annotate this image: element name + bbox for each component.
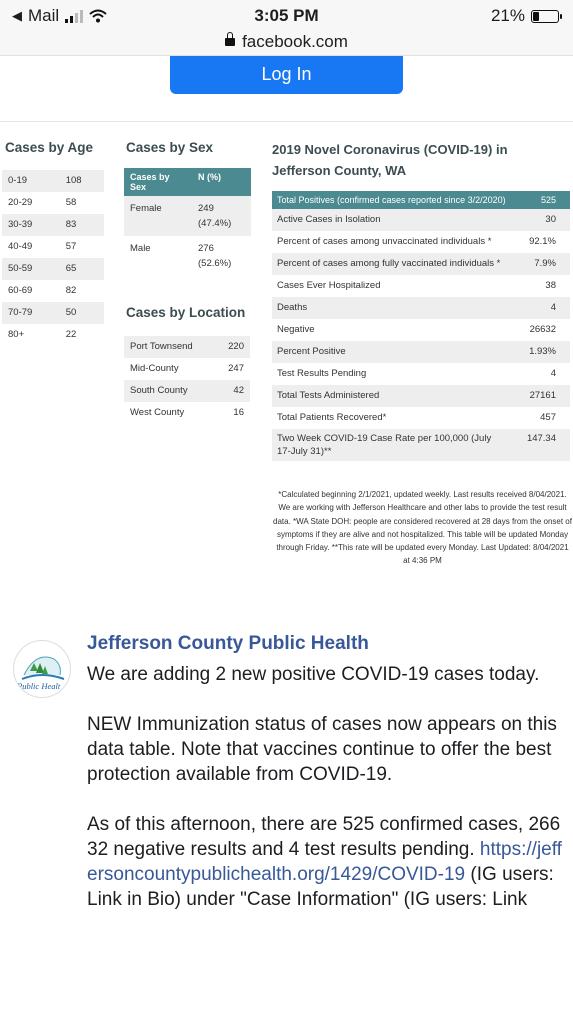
- covid-stat-label: Negative: [277, 324, 315, 335]
- covid-stat-row: [272, 385, 570, 407]
- jcph-logo-icon: [14, 641, 71, 698]
- location-value: 16: [233, 407, 244, 418]
- location-value: 220: [216, 336, 250, 358]
- age-label: 50-59: [2, 258, 60, 280]
- sex-female-label: Female: [130, 203, 162, 214]
- covid-stat-row: [272, 275, 570, 297]
- age-value: 50: [60, 302, 104, 324]
- sex-header-value: N (%): [192, 168, 251, 196]
- age-value: 108: [60, 170, 104, 192]
- age-value: 83: [60, 214, 104, 236]
- covid-stat-label: Percent of cases among fully vaccinated individuals *: [272, 253, 512, 275]
- location-label: South County: [124, 380, 216, 402]
- status-bar: [0, 0, 573, 32]
- page-avatar[interactable]: [13, 640, 71, 698]
- sex-female-value: 249 (47.4%): [198, 203, 232, 229]
- covid-case-rate-label: Two Week COVID-19 Case Rate per 100,000 (July 17-July 31)**: [272, 429, 512, 461]
- covid-stat-row: [272, 407, 570, 429]
- sex-male-value: 276 (52.6%): [198, 243, 232, 269]
- lock-icon: [225, 38, 235, 46]
- covid-summary-table: [272, 191, 570, 461]
- age-row: [2, 236, 104, 258]
- location-label: Port Townsend: [124, 336, 216, 358]
- back-app-label: Mail: [28, 6, 60, 25]
- location-value: 247: [228, 363, 244, 374]
- covid-stat-label: Test Results Pending: [277, 368, 367, 379]
- age-label: 80+: [8, 329, 25, 340]
- battery-percent: 21%: [490, 6, 525, 25]
- covid-stat-value: 7.9%: [512, 253, 570, 275]
- age-row: [2, 302, 104, 324]
- cases-by-sex-table: [124, 168, 251, 276]
- back-arrow-icon: ◀: [12, 8, 22, 23]
- covid-table-footnote: *Calculated beginning 2/1/2021, updated weekly. Last results received 8/04/2021. We are working with Jefferson Healthcare and other labs to provide the test result data. *WA State DOH: people are considered recovered at 28 days from the onset of symptoms if they are alive and not hospitalized. This table will be updated Monday through Friday. **This rate will be updated every Monday. Last Updated: 8/04/2021 at 4:36 PM: [273, 490, 572, 566]
- address-bar[interactable]: [0, 32, 573, 56]
- cases-by-age-title: Cases by Age: [5, 140, 94, 155]
- covid-stat-label: Total Tests Administered: [272, 385, 512, 407]
- age-row: [2, 170, 104, 192]
- covid-stat-row: [272, 297, 570, 319]
- covid-stat-value: 1.93%: [512, 341, 570, 363]
- cases-by-location-title: Cases by Location: [126, 305, 246, 320]
- covid-stat-value: 92.1%: [529, 236, 556, 247]
- login-banner: [0, 56, 573, 122]
- covid-stat-row: [272, 341, 570, 363]
- age-row: [2, 258, 104, 280]
- age-label: 60-69: [8, 285, 33, 296]
- avatar-text: Public Healt: [17, 681, 61, 691]
- age-row: [2, 324, 104, 346]
- location-row: [124, 380, 250, 402]
- total-positives-value: 525: [512, 191, 570, 209]
- covid-stat-value: 30: [512, 209, 570, 231]
- sex-header-label: Cases by Sex: [124, 168, 192, 196]
- cases-by-location-table: [124, 336, 250, 424]
- covid-case-rate-row: [272, 429, 570, 461]
- covid-stat-row: [272, 319, 570, 341]
- age-label: 30-39: [2, 214, 60, 236]
- covid-stat-value: 4: [550, 368, 556, 379]
- age-row: [2, 192, 104, 214]
- post-author[interactable]: Jefferson County Public Health: [87, 633, 369, 654]
- post-body: [87, 662, 565, 937]
- age-label: 20-29: [8, 197, 33, 208]
- covid-stat-value: 38: [545, 280, 556, 291]
- age-value: 57: [65, 241, 77, 252]
- covid-stat-label: Percent Positive: [272, 341, 512, 363]
- covid-case-rate-value: 147.34: [512, 429, 570, 461]
- location-value: 42: [216, 380, 250, 402]
- age-label: 70-79: [2, 302, 60, 324]
- location-row: [124, 336, 250, 358]
- covid-stat-row: [272, 209, 570, 231]
- age-label: 0-19: [2, 170, 60, 192]
- total-positives-label: Total Positives (confirmed cases reported since 3/2/2020): [272, 191, 512, 209]
- post-paragraph-2: NEW Immunization status of cases now appears on this data table. Note that vaccines continue to offer the best protection available from COVID-19.: [87, 714, 557, 785]
- covid-stat-row: [272, 363, 570, 385]
- location-row: [124, 402, 250, 424]
- age-label: 40-49: [8, 241, 33, 252]
- location-label: West County: [130, 407, 185, 418]
- covid-stat-label: Deaths: [272, 297, 512, 319]
- age-value: 58: [65, 197, 77, 208]
- bottom-fade: [0, 998, 573, 1020]
- battery-status: [491, 6, 559, 26]
- battery-icon: [531, 10, 559, 23]
- covid-stat-label: Cases Ever Hospitalized: [277, 280, 381, 291]
- facebook-post: [0, 608, 573, 1020]
- covid-stat-row: [272, 231, 570, 253]
- age-row: [2, 280, 104, 302]
- age-value: 65: [60, 258, 104, 280]
- covid-stat-label: Total Patients Recovered*: [277, 412, 387, 423]
- post-paragraph-1: We are adding 2 new positive COVID-19 cases today.: [87, 664, 540, 685]
- age-row: [2, 214, 104, 236]
- age-value: 82: [65, 285, 77, 296]
- url-domain: facebook.com: [242, 32, 348, 51]
- sex-male-label: Male: [130, 243, 151, 254]
- covid-data-image: [0, 122, 573, 608]
- covid-stat-label: Percent of cases among unvaccinated individuals *: [277, 236, 492, 247]
- covid-stat-value: 27161: [512, 385, 570, 407]
- covid-table-title: 2019 Novel Coronavirus (COVID-19) in Jefferson County, WA: [272, 142, 508, 178]
- cases-by-sex-title: Cases by Sex: [126, 140, 214, 155]
- login-button[interactable]: Log In: [170, 56, 403, 94]
- covid-stat-value: 26632: [529, 324, 556, 335]
- covid-stat-value: 4: [512, 297, 570, 319]
- post-paragraph-3: As of this afternoon, there are 525 confirmed cases, 26632 negative results and 4 test results pending. https://jeffersoncountypublichealth.org/1429/COVID-19 (IG users: Link in Bio) under "Case Information" (IG users: Link: [87, 814, 562, 910]
- post-link[interactable]: https://jeffersoncountypublichealth.org/1429/COVID-19: [87, 839, 562, 885]
- covid-stat-value: 457: [540, 412, 556, 423]
- cases-by-age-table: [2, 170, 104, 346]
- covid-stat-row: [272, 253, 570, 275]
- location-label: Mid-County: [130, 363, 179, 374]
- covid-stat-label: Active Cases in Isolation: [272, 209, 512, 231]
- location-row: [124, 358, 250, 380]
- clock: 3:05 PM: [254, 6, 319, 25]
- age-value: 22: [65, 329, 77, 340]
